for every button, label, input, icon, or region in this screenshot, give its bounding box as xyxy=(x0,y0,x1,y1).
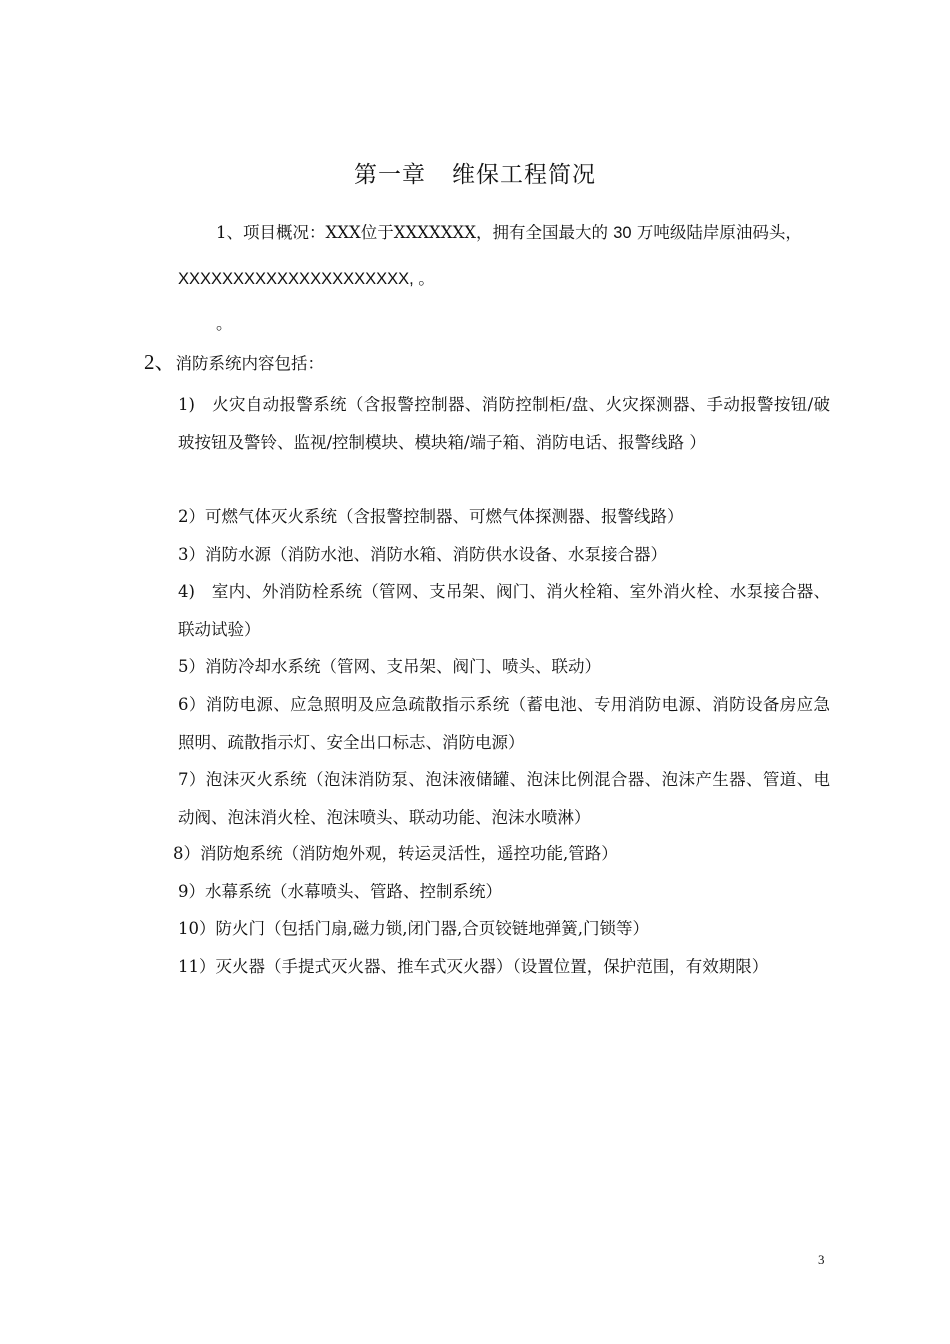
list-item: 6）消防电源、应急照明及应急疏散指示系统（蓄电池、专用消防电源、消防设备房应急照明、疏散指示灯、安全出口标志、消防电源） xyxy=(178,695,830,752)
list-item: 3）消防水源（消防水池、消防水箱、消防供水设备、水泵接合器） xyxy=(178,545,667,564)
list-item: 10）防火门（包括门扇,磁力锁,闭门器,合页铰链地弹簧,门锁等） xyxy=(178,919,649,938)
overview-number: 30 xyxy=(613,224,632,242)
chapter-name: 维保工程简况 xyxy=(452,162,596,188)
chapter-title xyxy=(0,156,950,189)
list-item: 4) 室内、外消防栓系统（管网、支吊架、阀门、消火栓箱、室外消火栓、水泵接合器、联动试验） xyxy=(178,582,830,639)
overview-text-suffix: 万吨级陆岸原油码头， xyxy=(636,223,802,242)
section-heading xyxy=(144,346,324,376)
overview-line-3: 。 xyxy=(216,314,233,333)
list-item: 9）水幕系统（水幕喷头、管路、控制系统） xyxy=(178,882,502,901)
section-number: 2、 xyxy=(144,350,176,374)
overview-line-2: XXXXXXXXXXXXXXXXXXXXX, 。 xyxy=(178,270,435,288)
chapter-number: 第一章 xyxy=(354,162,426,188)
overview-line-1 xyxy=(216,222,802,244)
list-item: 8）消防炮系统（消防炮外观，转运灵活性，遥控功能,管路） xyxy=(173,844,618,863)
list-item: 5）消防冷却水系统（管网、支吊架、阀门、喷头、联动） xyxy=(178,657,601,676)
list-item: 1) 火灾自动报警系统（含报警控制器、消防控制柜/盘、火灾探测器、手动报警按钮/破玻按钮及警铃、监视/控制模块、模块箱/端子箱、消防电话、报警线路 ） xyxy=(178,395,830,452)
list-item: 7）泡沫灭火系统（泡沫消防泵、泡沫液储罐、泡沫比例混合器、泡沫产生器、管道、电动阀、泡沫消火栓、泡沫喷头、联动功能、泡沫水喷淋） xyxy=(178,770,830,827)
overview-text: 1、项目概况：XXX位于XXXXXXX，拥有全国最大的 xyxy=(216,223,608,242)
list-item: 2）可燃气体灭火系统（含报警控制器、可燃气体探测器、报警线路） xyxy=(178,507,684,526)
section-title: 消防系统内容包括： xyxy=(175,354,324,373)
list-item: 11）灭火器（手提式灭火器、推车式灭火器）（设置位置，保护范围，有效期限） xyxy=(178,957,769,976)
page-number: 3 xyxy=(818,1252,825,1267)
